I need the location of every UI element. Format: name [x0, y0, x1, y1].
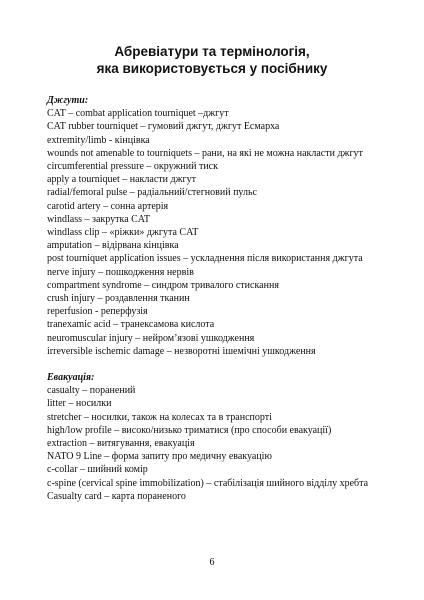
glossary-entry: wounds not amenable to tourniquets – рани, на які не можна накласти джгут	[47, 147, 363, 159]
glossary-entry: c-collar – шийний комір	[47, 464, 148, 476]
glossary-entry: Casualty card – карта пораненого	[47, 490, 186, 502]
glossary-entry: circumferential pressure – окружний тиск	[47, 161, 218, 173]
glossary-entry: c-spine (cervical spine immobilization) – стабілізація шийного відділу хребта	[47, 477, 369, 489]
glossary-content	[47, 94, 395, 503]
glossary-entry: extraction – витягування, евакуація	[47, 438, 195, 450]
glossary-entry: compartment syndrome – синдром тривалого стискання	[47, 279, 279, 291]
glossary-entry: neuromuscular injury – нейром’язові ушкодження	[47, 332, 255, 344]
page-title	[40, 43, 384, 77]
section-evacuation	[47, 371, 395, 503]
glossary-entry: high/low profile – високо/низько триматися (про способи евакуації)	[47, 424, 332, 436]
page-number: 6	[209, 557, 215, 568]
glossary-entry: CAT – combat application tourniquet –джгут	[47, 108, 229, 120]
glossary-entry: windlass clip – «ріжки» джгута CAT	[47, 227, 199, 239]
glossary-entry: crush injury – роздавлення тканин	[47, 293, 190, 305]
glossary-entry: amputation – відірвана кінцівка	[47, 240, 179, 252]
section-spacer	[47, 358, 395, 371]
glossary-entry: apply a tourniquet – накласти джгут	[47, 174, 196, 186]
glossary-entry: tranexamic acid – транексамова кислота	[47, 319, 215, 331]
section-tourniquets	[47, 94, 395, 358]
glossary-entry: post tourniquet application issues – ускладнення після використання джгута	[47, 253, 363, 265]
section-heading: Евакуація:	[47, 372, 95, 384]
glossary-entry: casualty – поранений	[47, 385, 136, 397]
glossary-entry: windlass – закрутка CAT	[47, 213, 151, 225]
glossary-entry: irreversible ischemic damage – незворотні ішемічні ушкодження	[47, 345, 316, 357]
glossary-entry: CAT rubber tourniquet – гумовий джгут, джгут Есмарха	[47, 121, 280, 133]
page-title-line-2: яка використовується у посібнику	[96, 61, 328, 76]
page-title-line-1: Абревіатури та термінологія,	[114, 44, 310, 59]
glossary-entry: litter – носилки	[47, 398, 112, 410]
glossary-entry: nerve injury – пошкодження нервів	[47, 266, 194, 278]
glossary-entry: NATO 9 Line – форма запиту про медичну евакуацію	[47, 451, 272, 463]
glossary-entry: reperfusion - реперфузія	[47, 306, 148, 318]
glossary-entry: extremity/limb - кінцівка	[47, 134, 150, 146]
glossary-entry: carotid artery – сонна артерія	[47, 200, 169, 212]
section-heading: Джгути:	[47, 95, 89, 106]
glossary-entry: stretcher – носилки, також на колесах та в транспорті	[47, 411, 272, 423]
glossary-entry: radial/femoral pulse – радіальний/стегновий пульс	[47, 187, 257, 199]
